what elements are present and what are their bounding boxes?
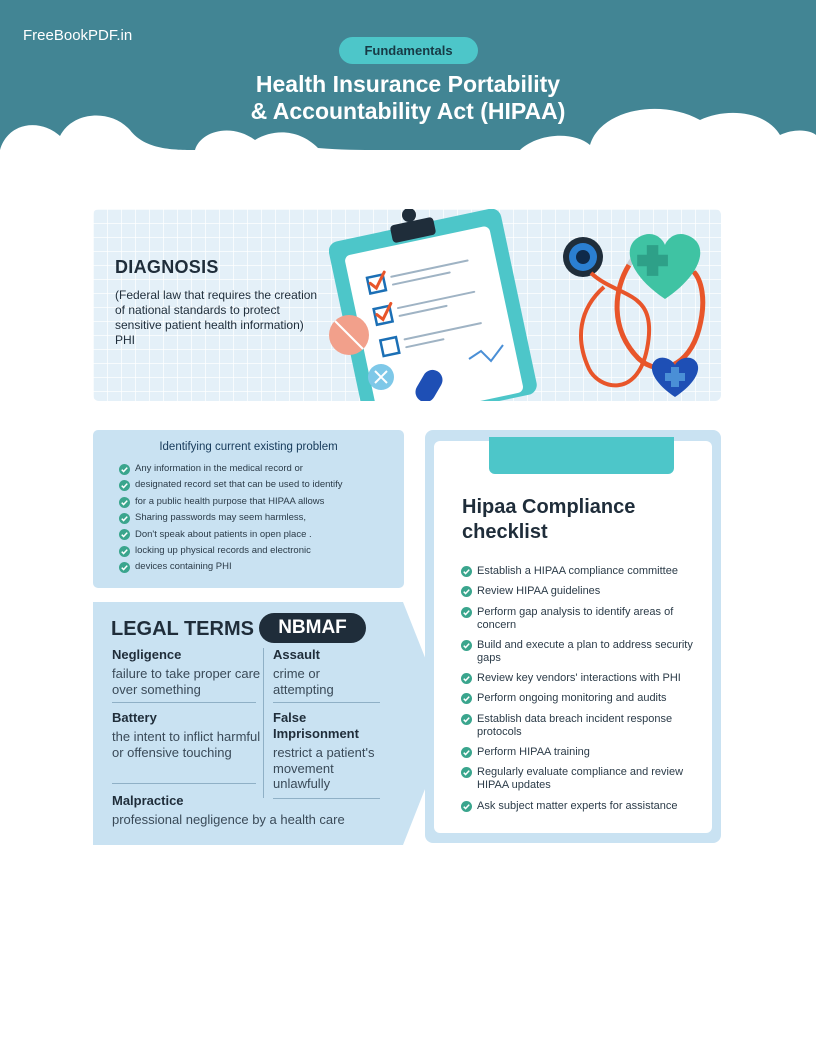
card-tab — [489, 437, 674, 474]
list-item-text: Regularly evaluate compliance and review HIPAA updates — [477, 766, 684, 792]
term-name: Malpractice — [112, 793, 184, 808]
check-circle-icon — [461, 640, 472, 651]
site-name[interactable]: FreeBookPDF.in — [23, 27, 133, 44]
compliance-checklist-panel — [425, 430, 721, 843]
divider — [112, 702, 256, 703]
list-item-text: Establish a HIPAA compliance committee — [477, 565, 678, 577]
check-circle-icon — [119, 529, 130, 540]
check-circle-icon — [119, 513, 130, 524]
checklist-list — [461, 565, 707, 820]
diagnosis-text: (Federal law that requires the creation of national standards to protect sensitive patient health information) PHI — [115, 288, 318, 347]
identifying-problem-title: Identifying current existing problem — [159, 441, 338, 453]
list-item — [461, 713, 707, 739]
check-circle-icon — [461, 747, 472, 758]
list-item-text: Sharing passwords may seem harmless, — [135, 512, 307, 524]
list-item-text: Perform HIPAA training — [477, 746, 590, 759]
page-title-line-2: & Accountability Act (HIPAA) — [250, 98, 566, 124]
list-item — [461, 766, 707, 792]
list-item-text: Establish data breach incident response protocols — [477, 712, 673, 738]
check-circle-icon — [119, 546, 130, 557]
legal-terms-badge: NBMAF — [259, 613, 366, 643]
list-item-text: Review HIPAA guidelines — [477, 585, 601, 598]
check-circle-icon — [461, 586, 472, 597]
list-item — [461, 800, 707, 813]
term-definition: restrict a patient's movement unlawfully — [273, 745, 375, 791]
term-false-imprisonment — [273, 710, 388, 792]
list-item — [119, 543, 401, 559]
checklist-title: Hipaa Compliance checklist — [462, 496, 636, 543]
list-item — [119, 494, 401, 510]
term-definition: failure to take proper care over something — [112, 666, 261, 697]
list-item — [119, 559, 401, 575]
term-name: False Imprisonment — [273, 710, 359, 741]
divider — [273, 702, 380, 703]
check-circle-icon — [461, 607, 472, 618]
check-circle-icon — [461, 714, 472, 725]
legal-terms-panel — [93, 602, 453, 845]
list-item — [461, 565, 707, 578]
term-battery — [112, 710, 262, 760]
term-definition: crime or attempting — [273, 666, 334, 697]
list-item-text: Don't speak about patients in open place . — [135, 528, 312, 540]
identifying-problem-box — [93, 430, 404, 588]
divider — [263, 648, 264, 798]
check-circle-icon — [461, 566, 472, 577]
list-item — [119, 527, 401, 543]
list-item — [461, 585, 707, 598]
pill-icon — [329, 315, 369, 355]
list-item-text: Ask subject matter experts for assistance — [477, 799, 678, 812]
term-malpractice — [112, 793, 402, 828]
medical-illustration — [329, 209, 721, 401]
list-item-text: Perform gap analysis to identify areas of concern — [477, 605, 674, 631]
divider — [112, 783, 256, 784]
list-item-text: designated record set that can be used to identify — [135, 479, 343, 491]
list-item — [461, 639, 707, 665]
check-circle-icon — [461, 767, 472, 778]
page-title-line-1: Health Insurance Portability — [255, 71, 561, 97]
diagnosis-card — [93, 209, 721, 401]
list-item-text: Perform ongoing monitoring and audits — [477, 692, 667, 705]
list-item — [119, 461, 401, 477]
term-definition: professional negligence by a health care — [112, 812, 345, 827]
heart-icon — [630, 234, 701, 299]
diagnosis-title: DIAGNOSIS — [115, 257, 219, 277]
identifying-problem-list — [119, 461, 401, 576]
list-item — [119, 510, 401, 526]
term-definition: the intent to inflict harmful or offensive touching — [112, 729, 261, 760]
list-item-text: Any information in the medical record or — [135, 463, 303, 474]
list-item — [461, 746, 707, 759]
page-header — [0, 0, 816, 190]
list-item — [461, 606, 707, 632]
term-name: Negligence — [112, 647, 182, 662]
compliance-checklist-card — [434, 441, 712, 833]
category-pill: Fundamentals — [339, 37, 478, 64]
list-item-text: Review key vendors' interactions with PHI — [477, 672, 681, 685]
legal-terms-title: LEGAL TERMS — [111, 618, 254, 640]
list-item — [461, 672, 707, 685]
term-negligence — [112, 647, 262, 697]
list-item-text: devices containing PHI — [135, 561, 232, 573]
check-circle-icon — [461, 693, 472, 704]
term-name: Assault — [273, 647, 320, 662]
check-circle-icon — [119, 464, 130, 475]
list-item-text: for a public health purpose that HIPAA allows — [135, 495, 325, 507]
check-circle-icon — [461, 801, 472, 812]
check-circle-icon — [461, 673, 472, 684]
list-item — [461, 692, 707, 705]
check-circle-icon — [119, 497, 130, 508]
check-circle-icon — [119, 480, 130, 491]
term-assault — [273, 647, 383, 697]
page-title — [0, 71, 816, 125]
term-name: Battery — [112, 710, 157, 725]
check-circle-icon — [119, 562, 130, 573]
list-item-text: locking up physical records and electronic — [135, 545, 311, 557]
list-item-text: Build and execute a plan to address security gaps — [477, 638, 693, 664]
list-item — [119, 477, 401, 493]
